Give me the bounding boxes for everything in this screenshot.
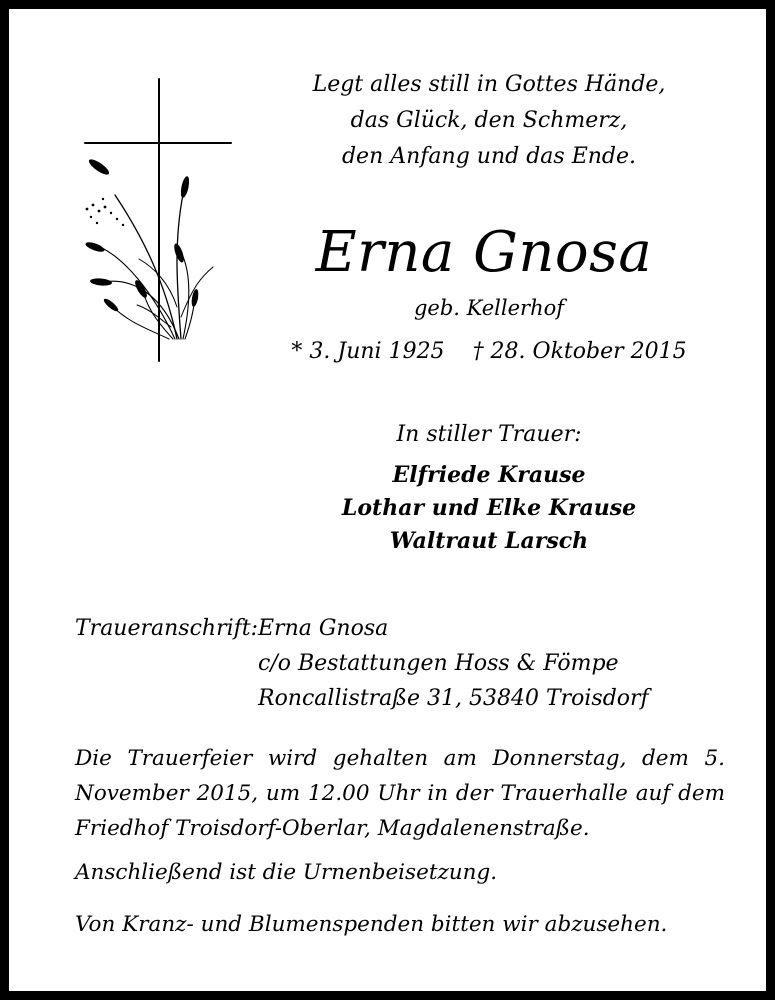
cross-with-wheat-icon [73,77,239,365]
mourner-name: Lothar und Elke Krause [341,495,637,521]
address-line: c/o Bestattungen Hoss & Fömpe [258,651,619,676]
mourner-name: Elfriede Krause [392,462,586,488]
life-dates [259,335,719,369]
verse [279,67,699,175]
address-line: Erna Gnosa [258,616,389,641]
mourning-heading: In stiller Trauer: [396,422,582,447]
deceased-name: Erna Gnosa [315,220,653,285]
verse-line: Legt alles still in Gottes Hände, [312,72,666,97]
verse-line: das Glück, den Schmerz, [350,108,628,133]
birth-name: geb. Kellerhof [413,296,565,320]
address-label: Traueranschrift: [75,616,259,641]
verse-line: den Anfang und das Ende. [341,144,637,169]
birth-date: * 3. Juni 1925 [291,339,445,364]
urn-burial-text: Anschließend ist die Urnenbeisetzung. [75,860,498,885]
death-date: † 28. Oktober 2015 [472,339,687,364]
donation-notice-text: Von Kranz- und Blumenspenden bitten wir abzusehen. [75,912,668,937]
address-line: Roncallistraße 31, 53840 Troisdorf [258,686,649,711]
mourning-address [75,611,735,716]
mourner-name: Waltraut Larsch [389,528,589,554]
funeral-service-text: Die Trauerfeier wird gehalten am Donnerstag, dem 5. November 2015, um 12.00 Uhr in der Trauerhalle auf dem Friedhof Troisdorf-Oberlar, Magdalenenstraße. [75,746,725,841]
mourners-list [259,459,719,558]
